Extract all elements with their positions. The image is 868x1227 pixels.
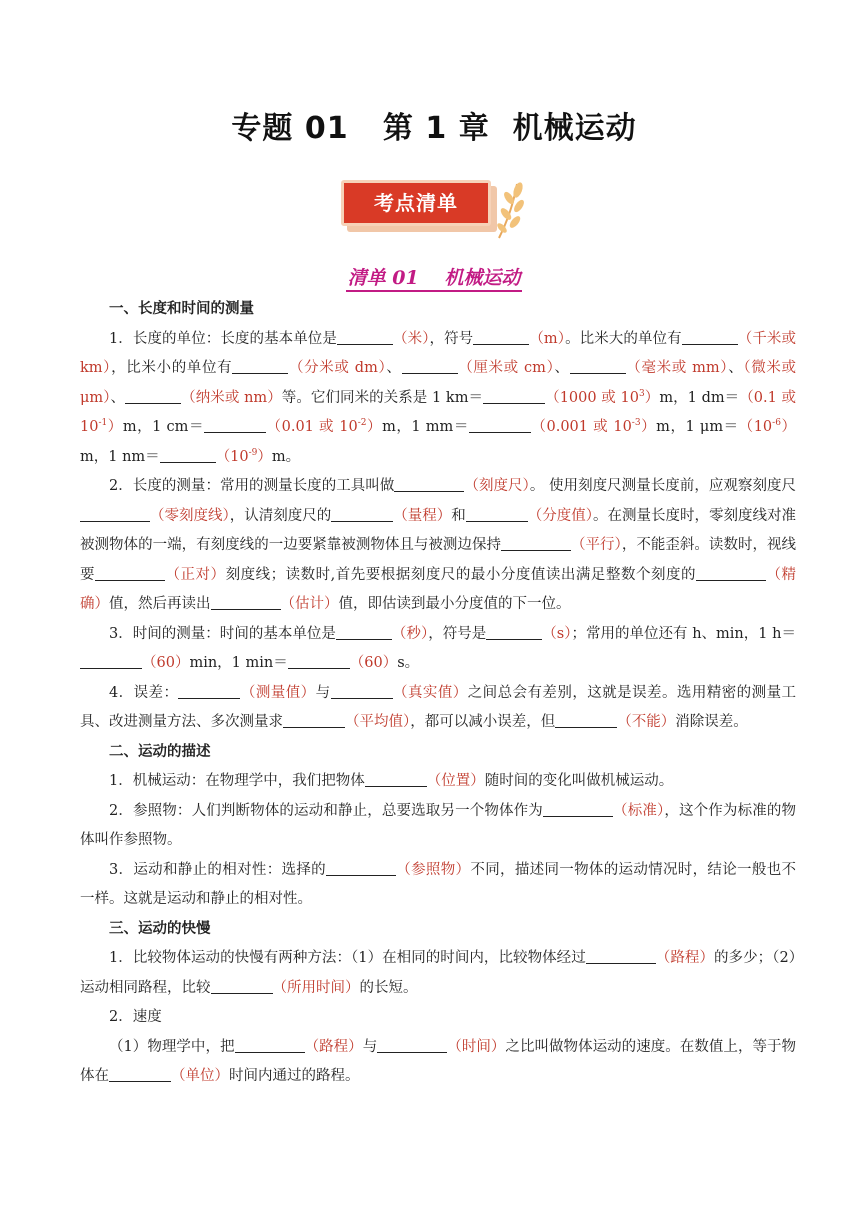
fill-in-blank xyxy=(160,447,216,463)
fill-in-blank xyxy=(235,1037,305,1053)
answer-text: （60） xyxy=(142,655,190,671)
answer-text: （微米或 μm） xyxy=(80,360,797,406)
list-title-text: 机械运动 xyxy=(444,267,521,289)
answer-text: （平行） xyxy=(570,537,622,553)
text-run: 1．比较物体运动的快慢有两种方法：（1）在相同的时间内，比较物体经过 xyxy=(109,950,586,966)
fill-in-blank xyxy=(543,801,613,817)
badge-label: 考点清单 xyxy=(341,180,491,226)
paragraph xyxy=(80,944,796,1003)
answer-text: （厘米或 cm） xyxy=(457,360,555,376)
text-run: 值，即估读到最小分度值的下一位。 xyxy=(338,596,571,612)
fill-in-blank xyxy=(365,771,427,787)
text-run: 。在测量长度时，零刻度线对准被测物体的一端，有刻度线的一边要紧靠被测物体且与被测边保持 xyxy=(80,507,796,553)
text-run: ） xyxy=(366,419,383,435)
fill-in-blank xyxy=(109,1066,171,1082)
text-run: 的长短。 xyxy=(359,979,418,996)
section-heading: 三、运动的快慢 xyxy=(109,920,211,937)
text-run: 1．长度的单位：长度的基本单位是 xyxy=(109,330,337,347)
text-run: ） xyxy=(644,389,660,406)
fill-in-blank xyxy=(377,1037,447,1053)
answer-text: （精确） xyxy=(80,566,797,612)
text-run: m。 xyxy=(271,448,301,465)
answer-text: （分米或 dm） xyxy=(288,360,387,376)
text-run: m，1 μm＝ xyxy=(656,419,739,435)
fill-in-blank xyxy=(204,417,266,433)
text-run: 1．机械运动：在物理学中，我们把物体 xyxy=(109,773,365,789)
answer-text: （刻度尺） xyxy=(464,478,530,494)
fill-in-blank xyxy=(696,565,766,581)
section-badge xyxy=(341,178,531,244)
list-title-number: 清单 01 xyxy=(347,267,419,289)
text-run: 之间总会有差别，这就是误差。选用精密的测量工具、改进测量方法、多次测量求 xyxy=(80,684,797,730)
text-run: ） xyxy=(107,419,123,435)
answer-text: （路程） xyxy=(304,1038,363,1055)
paragraph xyxy=(80,1033,796,1092)
paragraph xyxy=(80,797,796,856)
text-run: （10 xyxy=(215,448,249,465)
answer-text: （所用时间） xyxy=(272,979,360,996)
fill-in-blank xyxy=(394,476,464,492)
text-run: s。 xyxy=(397,655,420,671)
text-run: 。 使用刻度尺测量长度前，应观察刻度尺 xyxy=(529,478,797,494)
text-run: 2．长度的测量：常用的测量长度的工具叫做 xyxy=(109,478,395,494)
answer-text: （秒） xyxy=(391,625,429,642)
paragraph xyxy=(80,856,796,915)
text-run: ） xyxy=(780,419,796,435)
answer-text: （单位） xyxy=(171,1068,229,1084)
text-run: 3．时间的测量：时间的基本单位是 xyxy=(109,625,336,642)
answer-text: （s） xyxy=(542,625,572,642)
fill-in-blank xyxy=(337,329,393,345)
text-run: ） xyxy=(640,419,657,435)
fill-in-blank xyxy=(80,653,142,669)
text-run: （0.01 或 10 xyxy=(266,419,358,435)
text-run: 4．误差： xyxy=(109,684,179,701)
text-run: （1000 或 10 xyxy=(545,389,639,406)
paragraph: 2．速度 xyxy=(109,1009,162,1025)
text-run: ） xyxy=(257,448,272,465)
answer-text: （平均值） xyxy=(345,714,411,730)
fill-in-blank xyxy=(473,329,529,345)
fill-in-blank xyxy=(211,978,273,994)
text-run: 随时间的变化叫做机械运动。 xyxy=(484,773,674,789)
text-run: ；常用的单位还有 h、min，1 h＝ xyxy=(571,625,796,642)
exponent: -9 xyxy=(248,447,258,458)
fill-in-blank xyxy=(586,948,656,964)
paragraph xyxy=(80,325,796,473)
answer-text: （60） xyxy=(349,655,398,671)
text-run: 之比叫做物体运动的速度。在数值上，等于物体在 xyxy=(80,1038,797,1084)
text-run: 与 xyxy=(315,684,331,701)
answer-text: （米） xyxy=(392,330,430,347)
text-run: 与 xyxy=(362,1038,378,1055)
text-run: 值，然后再读出 xyxy=(109,596,211,612)
text-run: （0.1 或 10 xyxy=(80,389,797,435)
fill-in-blank xyxy=(178,683,240,699)
fill-in-blank xyxy=(682,329,738,345)
fill-in-blank xyxy=(331,506,393,522)
text-run: 刻度线；读数时,首先要根据刻度尺的最小分度值读出满足整数个刻度的 xyxy=(225,566,696,583)
answer-text: （估计） xyxy=(280,596,339,612)
fill-in-blank xyxy=(232,358,288,374)
answer-text: （m） xyxy=(529,330,566,347)
text-run: ，不能歪斜。读数时，视线要 xyxy=(80,537,797,583)
fill-in-blank xyxy=(80,506,150,522)
answer-text: （位置） xyxy=(426,773,485,789)
fill-in-blank xyxy=(211,594,281,610)
answer-text: （纳米或 nm） xyxy=(181,389,282,406)
answer-text xyxy=(266,419,382,435)
answer-text: （路程） xyxy=(655,950,714,966)
exponent: -1 xyxy=(98,418,108,429)
text-run: 消除误差。 xyxy=(675,714,748,730)
text-run: 和 xyxy=(451,507,466,524)
fill-in-blank xyxy=(326,860,396,876)
answer-text: （不能） xyxy=(617,714,676,730)
text-run: 、 xyxy=(110,389,126,406)
text-run: 、 xyxy=(728,360,744,376)
text-run: （10 xyxy=(738,419,773,435)
fill-in-blank xyxy=(486,624,542,640)
exponent: -6 xyxy=(772,418,781,429)
answer-text: （真实值） xyxy=(392,684,468,701)
exponent: -3 xyxy=(631,418,641,429)
fill-in-blank xyxy=(483,388,545,404)
text-run: 3．运动和静止的相对性：选择的 xyxy=(109,861,326,878)
text-run: 不同，描述同一物体的运动情况时，结论一般也不一样。这就是运动和静止的相对性。 xyxy=(80,861,797,907)
text-run: ，符号 xyxy=(429,330,474,347)
laurel-leaf-icon xyxy=(493,178,529,242)
fill-in-blank xyxy=(331,683,393,699)
section-heading: 二、运动的描述 xyxy=(109,743,211,760)
paragraph xyxy=(80,472,796,620)
answer-text xyxy=(216,449,272,465)
text-run: ，都可以减小误差，但 xyxy=(410,714,556,730)
fill-in-blank xyxy=(283,712,345,728)
answer-text: （零刻度线） xyxy=(150,507,230,524)
fill-in-blank xyxy=(469,417,531,433)
fill-in-blank xyxy=(95,565,165,581)
text-run: （0.001 或 10 xyxy=(530,419,632,435)
answer-text: （参照物） xyxy=(395,861,471,878)
exponent: 3 xyxy=(638,388,645,399)
answer-text: （正对） xyxy=(165,566,226,583)
text-run: 。比米大的单位有 xyxy=(565,330,682,347)
answer-text xyxy=(545,390,659,406)
answer-text: （千米或 km） xyxy=(80,330,797,376)
text-run: ，比米小的单位有 xyxy=(111,360,233,376)
text-run: m，1 mm＝ xyxy=(382,419,469,435)
answer-text: （量程） xyxy=(393,507,452,524)
text-run: 、 xyxy=(386,360,402,376)
text-run: ，认清刻度尺的 xyxy=(229,507,332,524)
fill-in-blank xyxy=(288,653,350,669)
text-run: ，符号是 xyxy=(428,625,487,642)
answer-text: （测量值） xyxy=(240,684,316,701)
fill-in-blank xyxy=(570,358,626,374)
text-run: ，这个作为标准的物体叫作参照物。 xyxy=(80,802,796,848)
section-heading: 一、长度和时间的测量 xyxy=(109,301,254,317)
answer-text xyxy=(531,419,656,435)
answer-text: （时间） xyxy=(447,1038,506,1055)
fill-in-blank xyxy=(501,535,571,551)
fill-in-blank xyxy=(402,358,458,374)
answer-text: （标准） xyxy=(612,802,665,819)
content-body xyxy=(80,295,796,1092)
text-run: m，1 dm＝ xyxy=(659,389,740,406)
fill-in-blank xyxy=(466,506,528,522)
fill-in-blank xyxy=(555,712,617,728)
text-run: 等。它们同米的关系是 1 km＝ xyxy=(281,389,484,406)
text-run: 时间内通过的路程。 xyxy=(229,1068,360,1084)
text-run: m，1 cm＝ xyxy=(122,419,205,435)
text-run: 2．参照物：人们判断物体的运动和静止，总要选取另一个物体作为 xyxy=(109,802,543,819)
paragraph xyxy=(80,620,796,679)
page-title: 专题 01 第 1 章 机械运动 xyxy=(231,111,637,146)
text-run: 的多少；（2）运动相同路程，比较 xyxy=(80,950,797,996)
text-run: （1）物理学中，把 xyxy=(109,1038,235,1055)
text-run: min，1 min＝ xyxy=(189,655,288,671)
answer-text: （毫米或 mm） xyxy=(625,360,729,376)
answer-text: （分度值） xyxy=(527,507,593,524)
text-run: 、 xyxy=(554,360,570,376)
fill-in-blank xyxy=(125,388,181,404)
answer-text xyxy=(739,419,796,435)
list-title xyxy=(0,263,868,290)
paragraph xyxy=(80,767,796,797)
text-run: m，1 nm＝ xyxy=(80,448,160,465)
fill-in-blank xyxy=(336,624,392,640)
exponent: -2 xyxy=(357,418,367,429)
paragraph xyxy=(80,679,796,738)
